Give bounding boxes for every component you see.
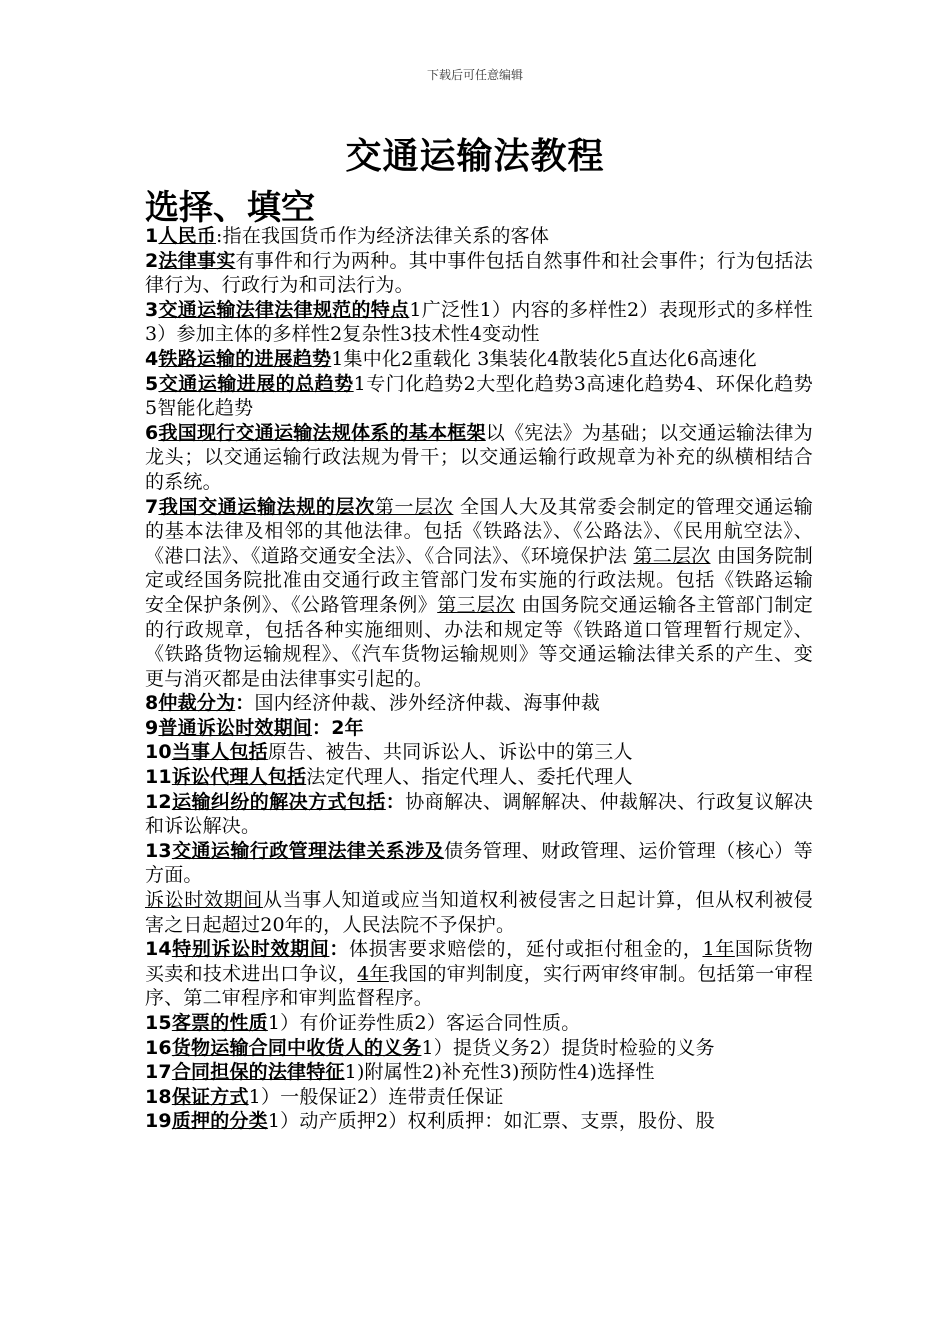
list-item (145, 839, 813, 888)
item-number: 19 (145, 1110, 172, 1133)
item-text: 我国的审判制度，实行两审终审制。包括第一审程序、第二审程序和审判监督程序。 (145, 962, 813, 1010)
list-item (145, 765, 813, 790)
item-text: 国际货物买卖和技术进出口争议， (145, 938, 813, 985)
item-term: 普通诉讼时效期间 (158, 716, 313, 739)
item-number: 1 (145, 225, 159, 247)
item-term: 合同担保的法律特征 (171, 1061, 345, 1084)
item-term: 交通运输进展的总趋势 (158, 372, 354, 395)
item-term: 我国交通运输法规的层次 (158, 495, 375, 518)
item-text: 体损害要求赔偿的，延付或拒付租金的， (349, 938, 703, 961)
period-four-years: 4年 (357, 962, 389, 985)
note-paragraph (145, 888, 813, 937)
item-term: 客票的性质 (171, 1012, 268, 1034)
list-item (145, 691, 813, 716)
list-item (145, 1060, 813, 1085)
item-number: 11 (145, 766, 172, 789)
item-term: 交通运输行政管理法律关系涉及 (171, 839, 445, 862)
list-item (145, 1109, 813, 1134)
item-number: 9 (145, 716, 159, 739)
item-text: 有事件和行为两种。其中事件包括自然事件和社会事件；行为包括法律行为、行政行为和司法行为。 (145, 249, 813, 297)
item-text: 法定代理人、指定代理人、委托代理人 (306, 766, 633, 789)
list-item (145, 249, 813, 298)
note-text: 从当事人知道或应当知道权利被侵害之日起计算，但从权利被侵害之日起超过20年的，人民法院不予保护。 (145, 889, 813, 936)
item-text: 1集中化2重载化 3集装化4散装化5直达化6高速化 (331, 347, 757, 370)
item-text: 以《宪法》为基础；以交通运输法律为龙头；以交通运输行政法规为骨干；以交通运输行政规章为补充的纵横相结合的系统。 (145, 421, 813, 493)
item-text: 1）提货义务2）提货时检验的义务 (421, 1036, 715, 1059)
item-colon: ：2年 (312, 716, 364, 739)
item-number: 14 (145, 938, 172, 961)
item-term: 法律事实 (158, 249, 236, 272)
list-item (145, 740, 813, 765)
list-item (145, 421, 813, 495)
item-term: 人民币 (158, 225, 217, 247)
item-text: 1专门化趋势2大型化趋势3高速化趋势4、环保化趋势5智能化趋势 (145, 372, 813, 420)
item-term: 我国现行交通运输法规体系的基本框架 (158, 421, 486, 444)
item-text: 由国务院交通运输各主管部门制定的行政规章，包括各种实施细则、办法和规定等《铁路道口管理暂行规定》、《铁路货物运输规程》、《汽车货物运输规则》等交通运输法律关系的产生、变更与消灭都是由法律事实引起的。 (145, 593, 813, 690)
item-colon: ： (235, 692, 255, 715)
item-text: 全国人大及其常委会制定的管理交通运输的基本法律及相邻的其他法律。包括《铁路法》、《公路法》、《民用航空法》、《港口法》、《道路交通安全法》、《合同法》、《环境保护法 (145, 495, 814, 567)
item-text: 协商解决、调解解决、仲裁解决、行政复议解决和诉讼解决。 (145, 790, 814, 838)
item-term: 交通运输法律法律规范的特点 (158, 298, 410, 321)
item-term: 质押的分类 (171, 1110, 268, 1133)
item-text: 由国务院制定或经国务院批准由交通行政主管部门发布实施的行政法规。包括《铁路运输安全保护条例》、《公路管理条例》 (145, 544, 814, 616)
item-term: 仲裁分为 (158, 692, 236, 715)
list-item (145, 372, 813, 421)
list-item (145, 790, 813, 839)
item-number: 2 (145, 249, 159, 272)
item-number: 5 (145, 372, 159, 395)
item-text: :指在我国货币作为经济法律关系的客体 (216, 225, 550, 247)
note-term: 诉讼时效期间 (145, 889, 263, 912)
item-text: 1）动产质押2）权利质押：如汇票、支票，股份、股 (267, 1110, 715, 1133)
document-title: 交通运输法教程 (345, 136, 605, 177)
item-term: 特别诉讼时效期间 (171, 938, 330, 961)
list-item (145, 1036, 813, 1061)
item-number: 6 (145, 421, 159, 444)
item-number: 4 (145, 347, 159, 370)
item-number: 12 (145, 790, 172, 813)
item-term: 货物运输合同中收货人的义务 (171, 1036, 422, 1059)
list-item (145, 937, 813, 1011)
level-one-label: 第一层次 (374, 495, 454, 518)
period-one-year: 1年 (702, 938, 735, 961)
item-colon: ： (329, 938, 350, 961)
item-term: 诉讼代理人包括 (171, 766, 307, 789)
item-number: 17 (145, 1061, 172, 1084)
item-term: 保证方式 (171, 1085, 249, 1108)
list-item (145, 1011, 813, 1036)
item-term: 铁路运输的进展趋势 (158, 347, 332, 370)
level-two-label: 第二层次 (633, 544, 711, 567)
header-note: 下载后可任意编辑 (426, 68, 523, 82)
list-item (145, 495, 813, 692)
item-number: 18 (145, 1085, 172, 1108)
item-term: 当事人包括 (171, 741, 268, 764)
item-text: 国内经济仲裁、涉外经济仲裁、海事仲裁 (254, 692, 601, 715)
item-number: 13 (145, 839, 172, 862)
item-number: 15 (145, 1012, 172, 1034)
item-text: 1）有价证券性质2）客运合同性质。 (267, 1012, 581, 1034)
content-body (145, 224, 813, 1134)
list-item (145, 716, 813, 741)
item-text: 原告、被告、共同诉讼人、诉讼中的第三人 (267, 741, 633, 764)
level-three-label: 第三层次 (437, 593, 516, 616)
list-item (145, 298, 813, 347)
list-item (145, 224, 813, 249)
item-text: 1）一般保证2）连带责任保证 (248, 1085, 504, 1108)
item-colon: ： (385, 790, 406, 813)
item-text: 债务管理、财政管理、运价管理（核心）等方面。 (145, 839, 813, 887)
item-number: 3 (145, 298, 159, 321)
item-number: 10 (145, 741, 172, 764)
item-term: 运输纠纷的解决方式包括 (171, 790, 386, 813)
item-number: 8 (145, 692, 159, 715)
item-number: 7 (145, 495, 159, 518)
item-number: 16 (145, 1036, 172, 1059)
list-item (145, 347, 813, 372)
section-heading: 选择、填空 (145, 188, 315, 228)
list-item (145, 1085, 813, 1110)
item-text: 1广泛性1）内容的多样性2）表现形式的多样性3）参加主体的多样性2复杂性3技术性4变动性 (145, 298, 813, 346)
item-text: 1)附属性2)补充性3)预防性4)选择性 (344, 1061, 655, 1084)
